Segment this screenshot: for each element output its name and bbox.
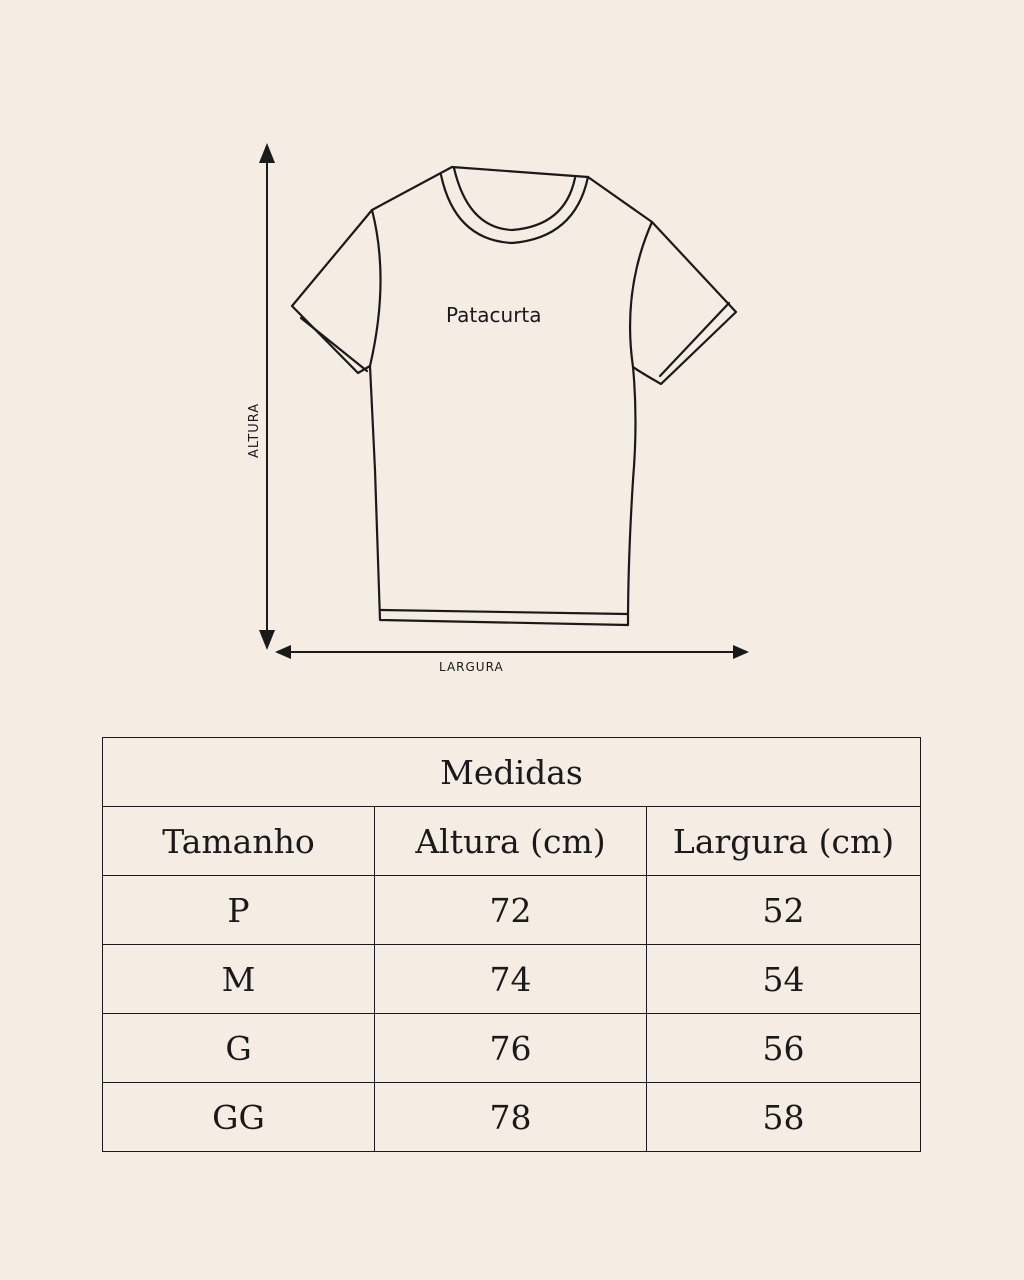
header-height: Altura (cm): [375, 807, 647, 876]
table-header-row: [103, 807, 921, 876]
table-row: [103, 1014, 921, 1083]
t-shirt-sketch-icon: [292, 167, 736, 625]
table-caption-row: [103, 738, 921, 807]
measurements-table: [102, 737, 921, 1152]
width-cell: 56: [647, 1014, 921, 1083]
height-label: ALTURA: [247, 402, 262, 458]
height-cell: 72: [375, 876, 647, 945]
brand-text: Patacurta: [446, 303, 542, 327]
header-size: Tamanho: [103, 807, 375, 876]
height-cell: 74: [375, 945, 647, 1014]
size-cell: GG: [103, 1083, 375, 1152]
table-caption: Medidas: [103, 738, 921, 807]
table-row: [103, 945, 921, 1014]
width-cell: 54: [647, 945, 921, 1014]
header-width: Largura (cm): [647, 807, 921, 876]
table-row: [103, 1083, 921, 1152]
width-cell: 52: [647, 876, 921, 945]
height-cell: 78: [375, 1083, 647, 1152]
width-arrow: [275, 645, 749, 659]
size-cell: P: [103, 876, 375, 945]
width-label: LARGURA: [439, 660, 504, 674]
size-cell: M: [103, 945, 375, 1014]
height-cell: 76: [375, 1014, 647, 1083]
width-cell: 58: [647, 1083, 921, 1152]
height-arrow: [259, 143, 275, 650]
table-row: [103, 876, 921, 945]
size-cell: G: [103, 1014, 375, 1083]
